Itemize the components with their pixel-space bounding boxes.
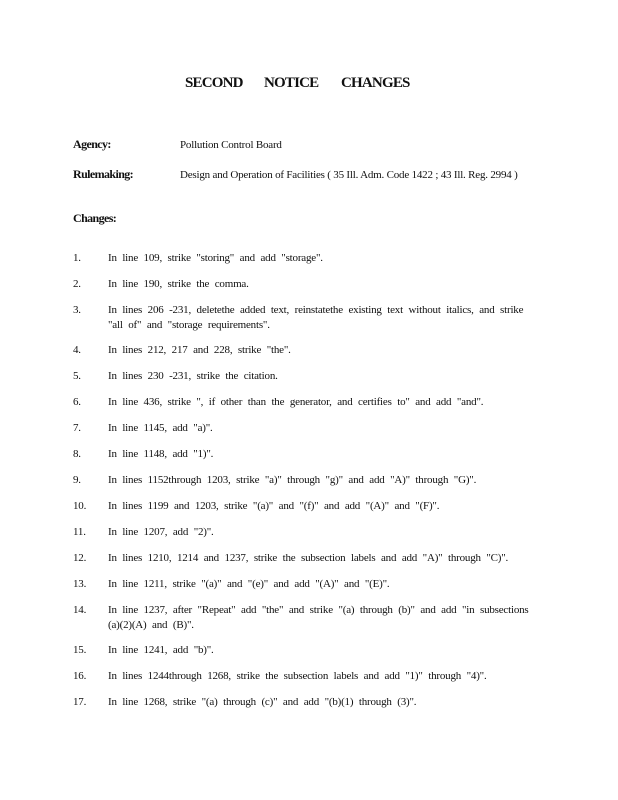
change-item	[73, 251, 543, 266]
changes-list	[73, 251, 543, 710]
change-item	[73, 421, 543, 436]
change-number: 12.	[73, 552, 87, 564]
change-number: 10.	[73, 500, 87, 512]
agency-label: Agency:	[73, 137, 111, 151]
change-item	[73, 643, 543, 658]
change-text: In line 190, strike the comma.	[108, 278, 249, 290]
change-item	[73, 695, 543, 710]
change-number: 16.	[73, 670, 87, 682]
change-number: 5.	[73, 370, 81, 382]
change-text: In line 1237, after "Repeat" add "the" and strike "(a) through (b)" and add "in subsections (a)(2)(A) and (B)".	[108, 604, 529, 631]
change-text: In line 1207, add "2)".	[108, 526, 214, 538]
title-word-notice: NOTICE	[264, 75, 319, 91]
change-text: In lines 1244through 1268, strike the subsection labels and add "1)" through "4)".	[108, 670, 487, 682]
change-item	[73, 473, 543, 488]
change-item	[73, 499, 543, 514]
rulemaking-label: Rulemaking:	[73, 167, 134, 181]
change-number: 2.	[73, 278, 81, 290]
change-number: 13.	[73, 578, 87, 590]
change-text: In lines 206 -231, deletethe added text, reinstatethe existing text without italics, and strike "all of" and "storage requirements".	[108, 304, 524, 331]
change-item	[73, 525, 543, 540]
change-number: 3.	[73, 304, 81, 316]
change-number: 6.	[73, 396, 81, 408]
change-item	[73, 577, 543, 592]
change-text: In lines 212, 217 and 228, strike "the".	[108, 344, 291, 356]
change-text: In line 1241, add "b)".	[108, 644, 214, 656]
change-item	[73, 303, 543, 333]
change-number: 11.	[73, 526, 86, 538]
change-text: In line 1145, add "a)".	[108, 422, 213, 434]
change-item	[73, 343, 543, 358]
changes-label: Changes:	[73, 211, 117, 225]
change-number: 14.	[73, 604, 87, 616]
change-item	[73, 669, 543, 684]
title-word-second: SECOND	[185, 75, 243, 91]
change-number: 17.	[73, 696, 87, 708]
change-item	[73, 447, 543, 462]
change-item	[73, 603, 543, 633]
change-number: 8.	[73, 448, 81, 460]
change-item	[73, 369, 543, 384]
change-number: 4.	[73, 344, 81, 356]
change-item	[73, 395, 543, 410]
change-text: In line 1211, strike "(a)" and "(e)" and add "(A)" and "(E)".	[108, 578, 390, 590]
change-text: In lines 1152through 1203, strike "a)" through "g)" and add "A)" through "G)".	[108, 474, 477, 486]
change-item	[73, 551, 543, 566]
change-number: 1.	[73, 252, 81, 264]
rulemaking-value: Design and Operation of Facilities ( 35 Ill. Adm. Code 1422 ; 43 Ill. Reg. 2994 )	[180, 169, 518, 181]
change-text: In lines 1210, 1214 and 1237, strike the subsection labels and add "A)" through "C)".	[108, 552, 509, 564]
change-text: In line 1148, add "1)".	[108, 448, 214, 460]
change-number: 15.	[73, 644, 87, 656]
change-text: In lines 230 -231, strike the citation.	[108, 370, 278, 382]
change-number: 7.	[73, 422, 81, 434]
agency-value: Pollution Control Board	[180, 139, 282, 151]
change-text: In lines 1199 and 1203, strike "(a)" and "(f)" and add "(A)" and "(F)".	[108, 500, 440, 512]
change-number: 9.	[73, 474, 81, 486]
change-text: In line 109, strike "storing" and add "storage".	[108, 252, 323, 264]
title-word-changes: CHANGES	[341, 75, 410, 91]
change-text: In line 436, strike ", if other than the generator, and certifies to" and add "and".	[108, 396, 484, 408]
change-text: In line 1268, strike "(a) through (c)" and add "(b)(1) through (3)".	[108, 696, 417, 708]
change-item	[73, 277, 543, 292]
